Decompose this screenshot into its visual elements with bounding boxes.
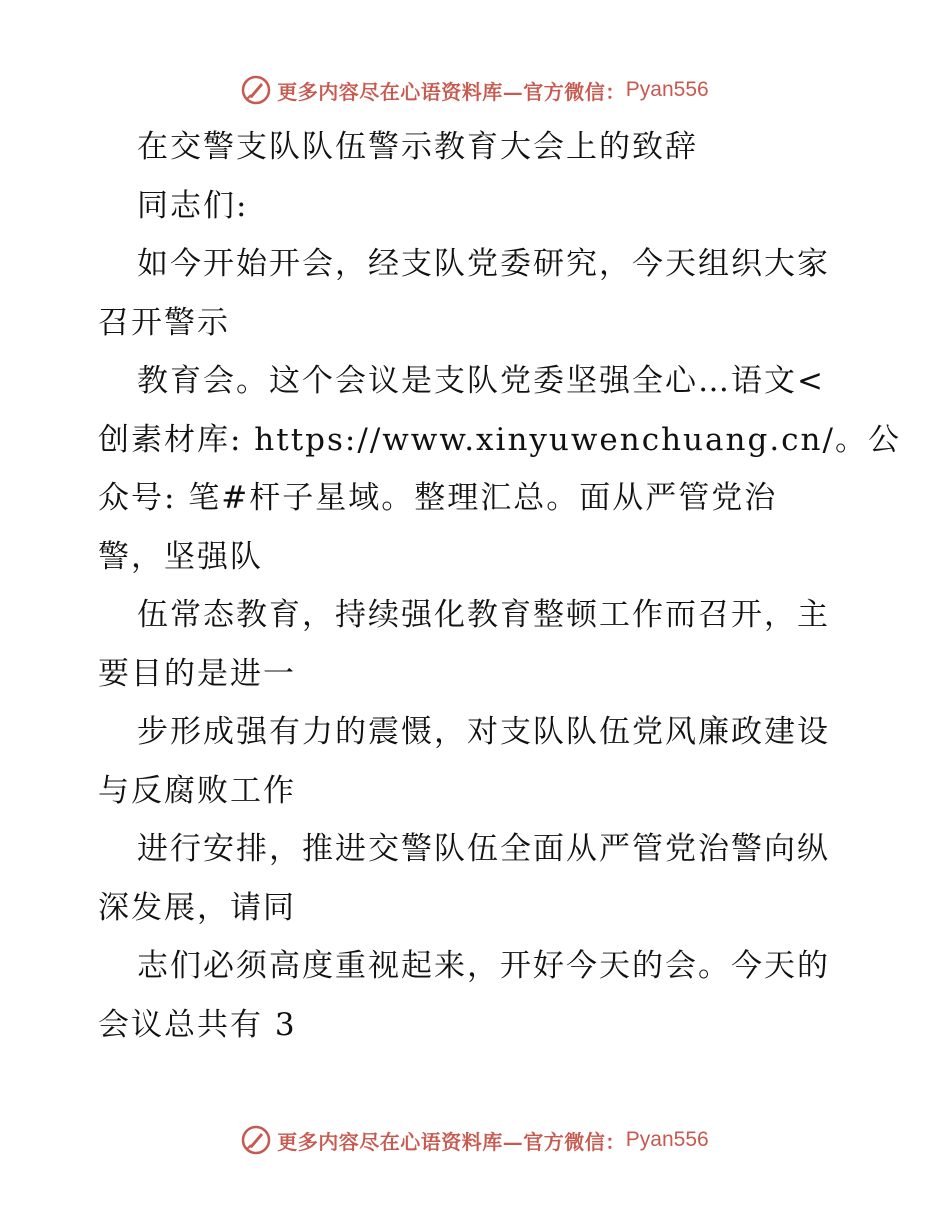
quill-logo-icon (241, 75, 271, 105)
text-line: 创素材库: https://www.xinyuwenchuang.cn/。公 (98, 421, 901, 458)
text-line: 警，坚强队 (98, 538, 263, 575)
watermark-text: 更多内容尽在心语资料库—官方微信： (277, 79, 626, 104)
text-line: 进行安排，推进交警队伍全面从严管党治警向纵 (137, 831, 830, 867)
watermark-text: 更多内容尽在心语资料库—官方微信： (277, 1129, 626, 1154)
quill-logo-icon (241, 1125, 271, 1155)
text-line: 深发展，请同 (98, 889, 296, 926)
text-line: 同志们: (137, 187, 249, 224)
text-line: 如今开始开会，经支队党委研究，今天组织大家 (137, 246, 830, 282)
text-line: 要目的是进一 (98, 655, 296, 692)
text-line: 与反腐败工作 (98, 772, 296, 809)
text-line: 召开警示 (98, 304, 230, 341)
text-line: 教育会。这个会议是支队党委坚强全心…语文< (137, 363, 825, 399)
text-line: 会议总共有 3 (98, 1006, 297, 1043)
document-body (98, 124, 901, 1060)
text-line: 步形成强有力的震慑，对支队队伍党风廉政建设 (137, 714, 830, 750)
watermark-wechat-id: Pyan556 (625, 1128, 709, 1151)
text-line: 众号: 笔#杆子星域。整理汇总。面从严管党治 (98, 480, 778, 516)
text-line: 伍常态教育，持续强化教育整顿工作而召开，主 (137, 597, 830, 633)
footer-watermark (0, 1120, 950, 1160)
text-line: 志们必须高度重视起来，开好今天的会。今天的 (137, 948, 830, 984)
header-watermark (0, 70, 950, 110)
document-title: 在交警支队队伍警示教育大会上的致辞 (137, 129, 698, 165)
watermark-wechat-id: Pyan556 (625, 78, 709, 101)
